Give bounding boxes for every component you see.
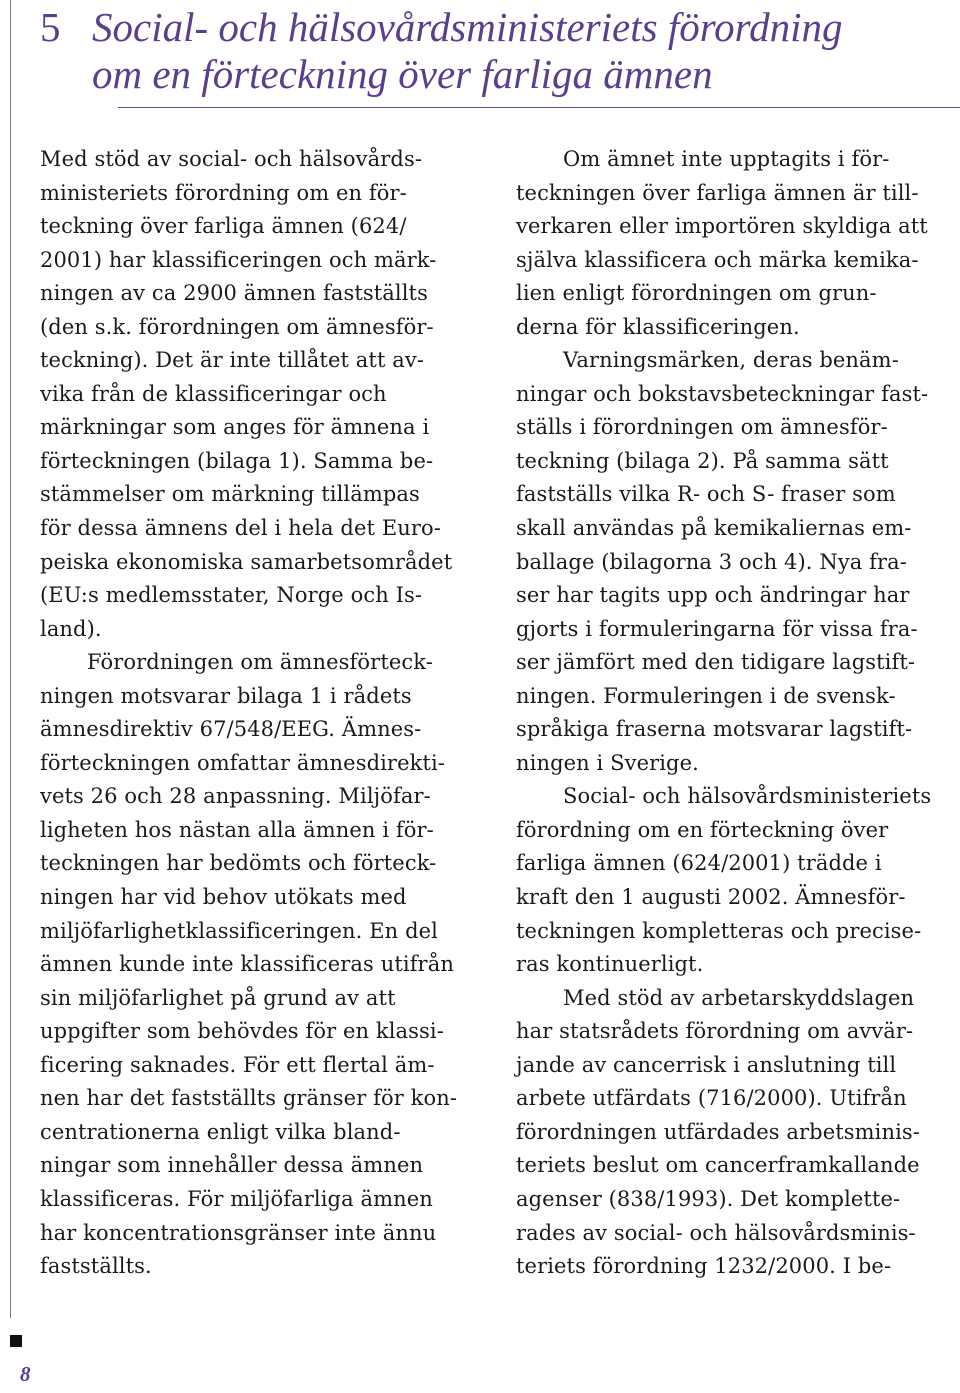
text-line: ningen av ca 2900 ämnen fastställts [40, 281, 428, 306]
text-line: stämmelser om märkning tillämpas [40, 482, 420, 507]
text-line: Med stöd av arbetarskyddslagen [563, 985, 915, 1010]
text-line: arbete utfärdats (716/2000). Utifrån [516, 1086, 907, 1111]
text-line: Varningsmärken, deras benäm- [563, 348, 899, 373]
text-line: ligheten hos nästan alla ämnen i för- [40, 817, 434, 842]
text-line: språkiga fraserna motsvarar lagstift- [516, 717, 913, 742]
text-line: förteckningen omfattar ämnesdirekti- [40, 750, 445, 775]
text-line: land). [40, 616, 102, 641]
text-line: derna för klassificeringen. [516, 314, 800, 339]
text-line: själva klassificera och märka kemika- [516, 247, 919, 272]
paragraph [516, 143, 960, 344]
text-line: rades av social- och hälsovårdsminis- [516, 1220, 916, 1245]
text-line: ningen motsvarar bilaga 1 i rådets [40, 683, 412, 708]
chapter-title-line: Social- och hälsovårdsministeriets förordning [92, 4, 843, 50]
text-line: teckning (bilaga 2). På samma sätt [516, 448, 889, 473]
chapter-header [40, 4, 955, 98]
text-line: fastställts. [40, 1254, 152, 1279]
paragraph [516, 780, 960, 981]
paragraph [40, 646, 490, 1283]
right-column [516, 143, 960, 1284]
text-line: lien enligt förordningen om grun- [516, 281, 877, 306]
text-line: ser jämfört med den tidigare lagstift- [516, 650, 916, 675]
text-line: agenser (838/1993). Det komplette- [516, 1186, 901, 1211]
text-line: sin miljöfarlighet på grund av att [40, 985, 396, 1010]
text-line: farliga ämnen (624/2001) trädde i [516, 851, 882, 876]
text-line: teckningen kompletteras och precise- [516, 918, 922, 943]
text-line: teckningen över farliga ämnen är till- [516, 180, 919, 205]
text-line: ämnen kunde inte klassificeras utifrån [40, 952, 454, 977]
text-line: teckning). Det är inte tillåtet att av- [40, 348, 425, 373]
text-line: Förordningen om ämnesförteck- [87, 650, 433, 675]
text-line: gjorts i formuleringarna för vissa fra- [516, 616, 918, 641]
text-line: ningar som innehåller dessa ämnen [40, 1153, 424, 1178]
text-line: jande av cancerrisk i anslutning till [516, 1052, 897, 1077]
text-line: har statsrådets förordning om avvär- [516, 1019, 914, 1044]
text-line: förordningen utfärdades arbetsminis- [516, 1119, 920, 1144]
page-marker-square [10, 1335, 22, 1347]
text-line: teriets förordning 1232/2000. I be- [516, 1254, 892, 1279]
text-line: Social- och hälsovårdsministeriets [563, 784, 932, 809]
text-line: skall användas på kemikaliernas em- [516, 516, 912, 541]
paragraph [40, 143, 490, 646]
text-line: ser har tagits upp och ändringar har [516, 583, 910, 608]
text-line: ningar och bokstavsbeteckningar fast- [516, 381, 929, 406]
text-line: ficering saknades. För ett flertal äm- [40, 1052, 435, 1077]
text-line: ämnesdirektiv 67/548/EEG. Ämnes- [40, 717, 422, 742]
text-line: förordning om en förteckning över [516, 817, 889, 842]
text-line: ballage (bilagorna 3 och 4). Nya fra- [516, 549, 907, 574]
text-line: ras kontinuerligt. [516, 952, 704, 977]
text-line: peiska ekonomiska samarbetsområdet [40, 549, 453, 574]
text-line: ministeriets förordning om en för- [40, 180, 407, 205]
text-line: Om ämnet inte upptagits i för- [563, 147, 890, 171]
text-line: teriets beslut om cancerframkallande [516, 1153, 920, 1178]
text-line: fastställs vilka R- och S- fraser som [516, 482, 896, 507]
header-underline-rule [118, 107, 960, 108]
text-line: (den s.k. förordningen om ämnesför- [40, 314, 434, 339]
text-line: för dessa ämnens del i hela det Euro- [40, 516, 441, 541]
text-line: teckning över farliga ämnen (624/ [40, 214, 407, 239]
text-line: vets 26 och 28 anpassning. Miljöfar- [40, 784, 431, 809]
text-line: klassificeras. För miljöfarliga ämnen [40, 1186, 433, 1211]
text-line: ningen i Sverige. [516, 750, 699, 775]
text-line: teckningen har bedömts och förteck- [40, 851, 437, 876]
text-line: har koncentrationsgränser inte ännu [40, 1220, 437, 1245]
left-margin-rule [10, 0, 11, 1318]
text-line: verkaren eller importören skyldiga att [516, 214, 928, 239]
paragraph [516, 344, 960, 780]
chapter-title-line: om en förteckning över farliga ämnen [92, 51, 713, 97]
chapter-title [92, 4, 955, 98]
text-line: uppgifter som behövdes för en klassi- [40, 1019, 444, 1044]
text-line: centrationerna enligt vilka bland- [40, 1119, 401, 1144]
text-line: ningen. Formuleringen i de svensk- [516, 683, 896, 708]
text-line: vika från de klassificeringar och [40, 381, 387, 406]
text-line: kraft den 1 augusti 2002. Ämnesför- [516, 885, 906, 910]
page-number: 8 [20, 1362, 31, 1386]
text-line: (EU:s medlemsstater, Norge och Is- [40, 583, 423, 608]
left-column [40, 143, 490, 1284]
text-line: 2001) har klassificeringen och märk- [40, 247, 437, 272]
text-line: Med stöd av social- och hälsovårds- [40, 147, 423, 171]
paragraph [516, 982, 960, 1284]
text-line: nen har det fastställts gränser för kon- [40, 1086, 458, 1111]
text-line: ställs i förordningen om ämnesför- [516, 415, 888, 440]
text-line: förteckningen (bilaga 1). Samma be- [40, 448, 434, 473]
text-line: miljöfarlighetklassificeringen. En del [40, 918, 438, 943]
chapter-number: 5 [40, 4, 61, 50]
text-line: ningen har vid behov utökats med [40, 885, 407, 910]
text-line: märkningar som anges för ämnena i [40, 415, 430, 440]
